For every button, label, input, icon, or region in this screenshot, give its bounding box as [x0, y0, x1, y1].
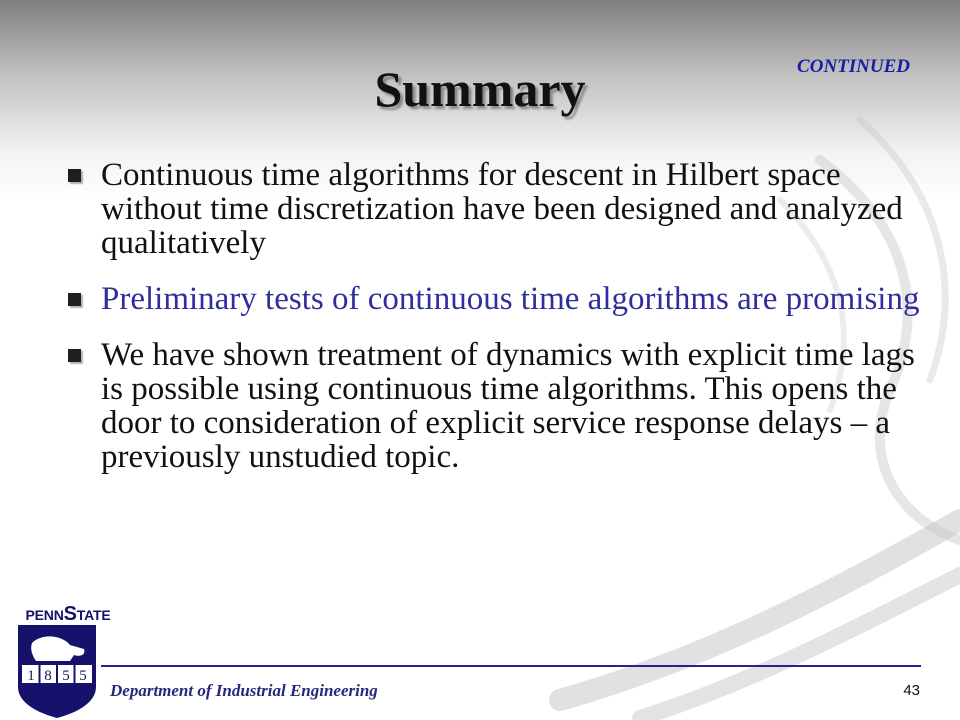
square-bullet-icon: [68, 349, 81, 362]
logo-year-digit: 5: [62, 668, 70, 684]
logo-year-digit: 8: [44, 668, 52, 684]
bullet-text: Continuous time algorithms for descent in Hilbert space without time discretization have been designed and analyzed qualitatively: [101, 157, 903, 261]
bullet-text: Preliminary tests of continuous time algorithms are promising: [101, 281, 920, 317]
square-bullet-icon: [68, 169, 81, 182]
bullet-list: [68, 158, 928, 496]
continued-label: CONTINUED: [797, 56, 910, 77]
logo-wordmark-part: PENN: [25, 607, 64, 623]
page-number: 43: [903, 682, 920, 699]
logo-year-digit: 1: [27, 668, 35, 684]
bullet-item: [68, 338, 928, 474]
bullet-text: We have shown treatment of dynamics with explicit time lags is possible using continuous time algorithms. This opens the door to consideration of explicit service response delays – a previously unstudied topic.: [101, 337, 915, 475]
logo-wordmark-part: TATE: [76, 607, 111, 623]
slide-title: Summary: [374, 61, 586, 117]
penn-state-logo: [12, 603, 124, 718]
footer-divider: [101, 665, 921, 667]
logo-wordmark-part: S: [63, 603, 77, 625]
bullet-item: [68, 158, 928, 260]
square-bullet-icon: [68, 293, 81, 306]
bullet-item: [68, 282, 928, 316]
logo-year-digit: 5: [79, 668, 87, 684]
shield-icon: [12, 623, 124, 719]
department-name: Department of Industrial Engineering: [110, 681, 378, 700]
